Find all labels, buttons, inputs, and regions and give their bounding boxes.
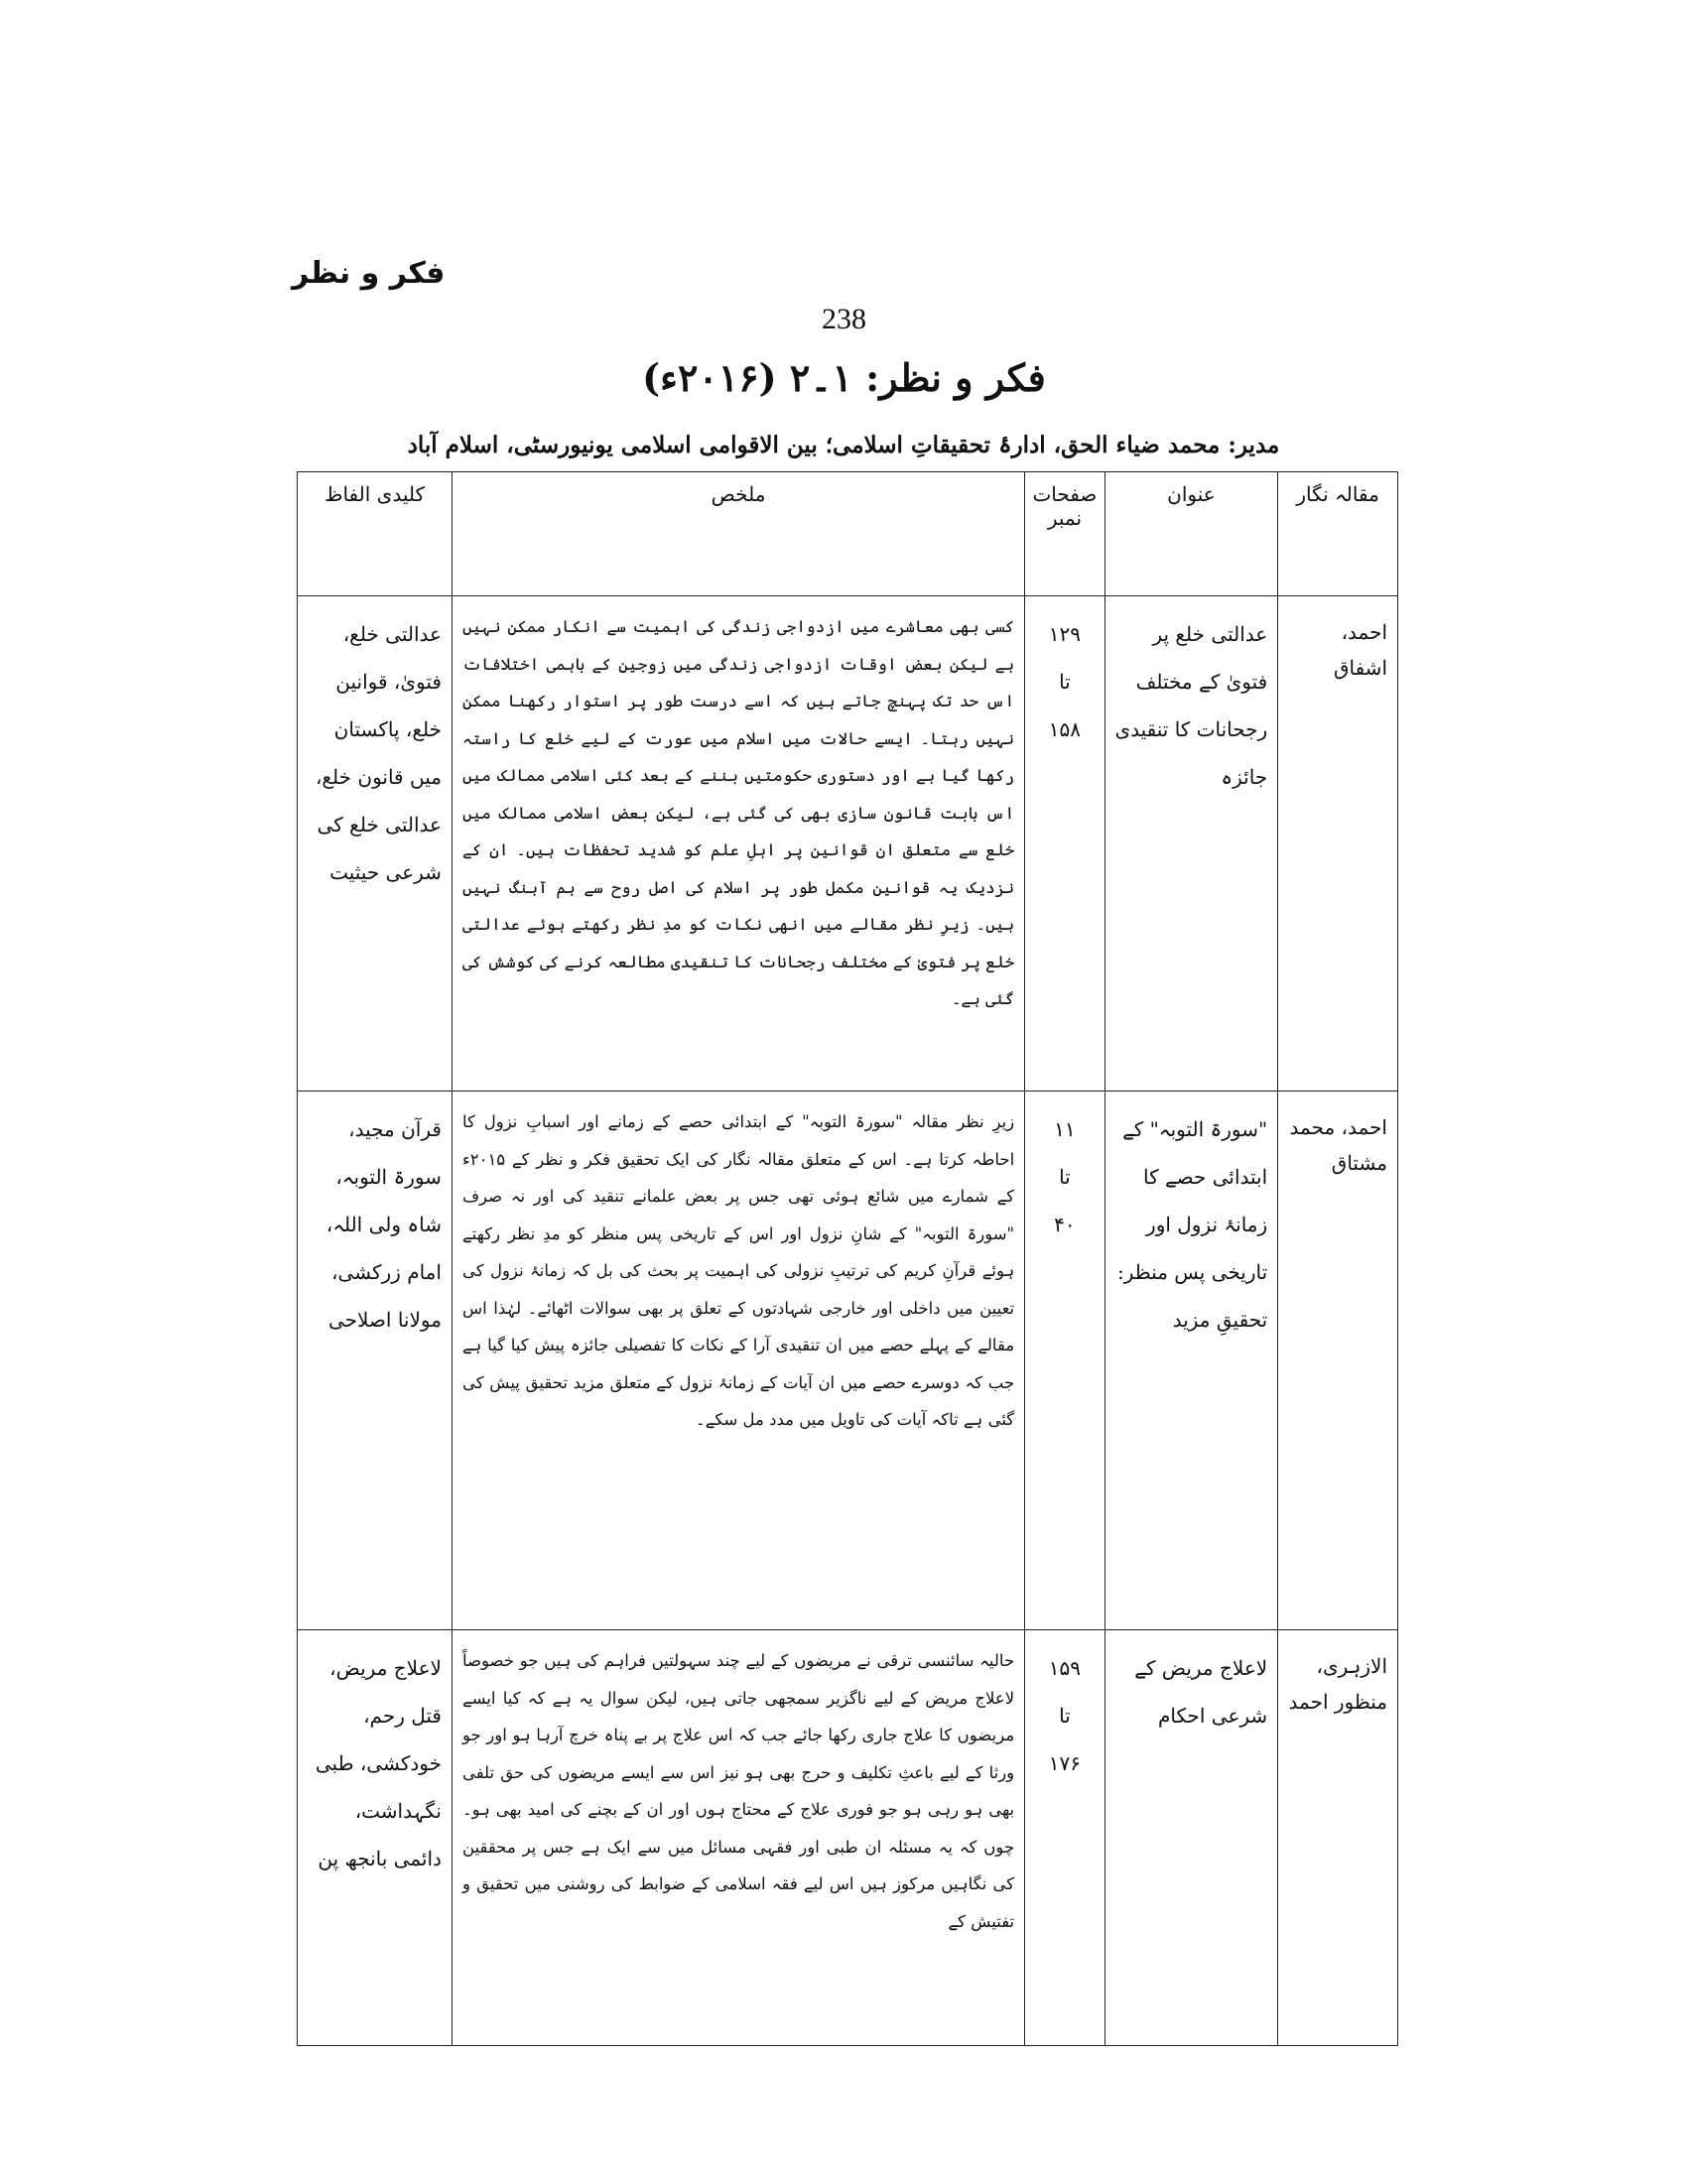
keywords-cell: قرآن مجید، سورۃ التوبہ، شاہ ولی اللہ، امام زرکشی، مولانا اصلاحی [298,1092,453,1630]
keywords-cell: عدالتی خلع، فتویٰ، قوانین خلع، پاکستان میں قانون خلع، عدالتی خلع کی شرعی حیثیت [298,596,453,1092]
title-cell: عدالتی خلع پر فتویٰ کے مختلف رجحانات کا تنقیدی جائزہ [1104,596,1278,1092]
pages-cell [1025,596,1105,1092]
keywords-cell: لاعلاج مریض، قتل رحم، خودکشی، طبی نگہداشت، دائمی بانجھ پن [298,1630,453,2046]
issue-title: فکر و نظر: ۱۔۲ (۲۰۱۶ء) [642,355,1046,400]
summary-cell: زیرِ نظر مقالہ "سورۃ التوبہ" کے ابتدائی حصے کے زمانے اور اسبابِ نزول کا احاطہ کرتا ہے۔ اس کے متعلق مقالہ نگار کی ایک تحقیق فکر و نظر کے ۲۰۱۵ء کے شمارے میں شائع ہوئی تھی جس پر بعض علمانے تنقید کی اور نہ صرف "سورۃ التوبہ" کے شانِ نزول اور اس کے تاریخی پس منظر کو مدِ نظر رکھتے ہوئے قرآنِ کریم کی ترتیبِ نزولی کی اہمیت پر بحث کی بل کہ زمانۂ نزول کی تعیین میں داخلی اور خارجی شہادتوں کے تعلق پر بھی سوالات اٹھائے۔ لہٰذا اس مقالے کے پہلے حصے میں ان تنقیدی آرا کے نکات کا تفصیلی جائزہ پیش کیا گیا ہے جب کہ دوسرے حصے میں ان آیات کے زمانۂ نزول کے متعلق مزید تحقیق پیش کی گئی ہے تاکہ آیات کی تاویل میں مدد مل سکے۔ [452,1092,1024,1630]
summary-cell: حالیہ سائنسی ترقی نے مریضوں کے لیے چند سہولتیں فراہم کی ہیں جو خصوصاً لاعلاج مریض کے لیے ناگزیر سمجھی جاتی ہیں، لیکن سوال یہ ہے کہ کیا ایسے مریضوں کا علاج جاری رکھا جائے جب کہ اس علاج پر بے پناہ خرچ آرہا ہو اور جو ورثا کے لیے باعثِ تکلیف و حرج بھی ہو نیز اس سے ایسے مریضوں کی حق تلفی بھی ہو رہی ہو جو فوری علاج کے محتاج ہوں اور ان کے بچنے کی امید بھی ہو۔ چوں کہ یہ مسئلہ ان طبی اور فقہی مسائل میں سے ایک ہے جس پر محققین کی نگاہیں مرکوز ہیں اس لیے فقہ اسلامی کے ضوابط کی روشنی میں تحقیق و تفتیش کے [452,1630,1024,2046]
author-cell: احمد، محمد مشتاق [1278,1092,1398,1630]
table-row [298,1092,1398,1630]
summary-cell: کسی بھی معاشرے میں ازدواجی زندگی کی اہمیت سے انکار ممکن نہیں ہے لیکن بعض اوقات ازدواجی زندگی میں زوجین کے باہمی اختلافات اس حد تک پہنچ جاتے ہیں کہ اسے درست طور پر استوار رکھنا ممکن نہیں رہتا۔ ایسے حالات میں اسلام میں عورت کے لیے خلع کا راستہ رکھا گیا ہے اور دستوری حکومتیں بننے کے بعد کئی اسلامی ممالک میں اس بابت قانون سازی بھی کی گئی ہے، لیکن بعض اسلامی ممالک میں خلع سے متعلق ان قوانین پر اہلِ علم کو شدید تحفظات ہیں۔ ان کے نزدیک یہ قوانین مکمل طور پر اسلام کی اصل روح سے ہم آہنگ نہیں ہیں۔ زیرِ نظر مقالے میں انھی نکات کو مدِ نظر رکھتے ہوئے عدالتی خلع پر فتویٰ کے مختلف رجحانات کا تنقیدی مطالعہ کرنے کی کوشش کی گئی ہے۔ [452,596,1024,1092]
table-header-row [298,472,1398,596]
title-cell: لاعلاج مریض کے شرعی احکام [1104,1630,1278,2046]
pages-cell [1025,1630,1105,2046]
pages-separator: تا [1059,670,1071,694]
author-cell: احمد، اشفاق [1278,596,1398,1092]
pages-to: ۱۵۸ [1048,717,1082,741]
pages-cell [1025,1092,1105,1630]
article-index-table [297,471,1398,2046]
header-pages: صفحات نمبر [1025,472,1105,596]
header-summary: ملخص [452,472,1024,596]
header-author: مقالہ نگار [1278,472,1398,596]
pages-to: ۱۷۶ [1048,1751,1082,1775]
header-title: عنوان [1104,472,1278,596]
pages-separator: تا [1059,1165,1071,1189]
editor-line: مدیر: محمد ضیاء الحق، ادارۂ تحقیقاتِ اسلامی؛ بین الاقوامی اسلامی یونیورسٹی، اسلام آباد [407,432,1280,458]
pages-to: ۴۰ [1054,1213,1076,1236]
pages-from: ۱۲۹ [1048,622,1082,646]
table-row [298,596,1398,1092]
journal-label: فکر و نظر [292,256,446,291]
author-cell: الازہری، منظور احمد [1278,1630,1398,2046]
pages-from: ۱۵۹ [1048,1656,1082,1680]
pages-separator: تا [1059,1704,1071,1728]
header-keywords: کلیدی الفاظ [298,472,453,596]
title-cell: "سورۃ التوبہ" کے ابتدائی حصے کا زمانۂ نزول اور تاریخی پس منظر: تحقیقِ مزید [1104,1092,1278,1630]
page-number: 238 [822,303,866,335]
table-row [298,1630,1398,2046]
pages-from: ۱۱ [1054,1117,1076,1141]
